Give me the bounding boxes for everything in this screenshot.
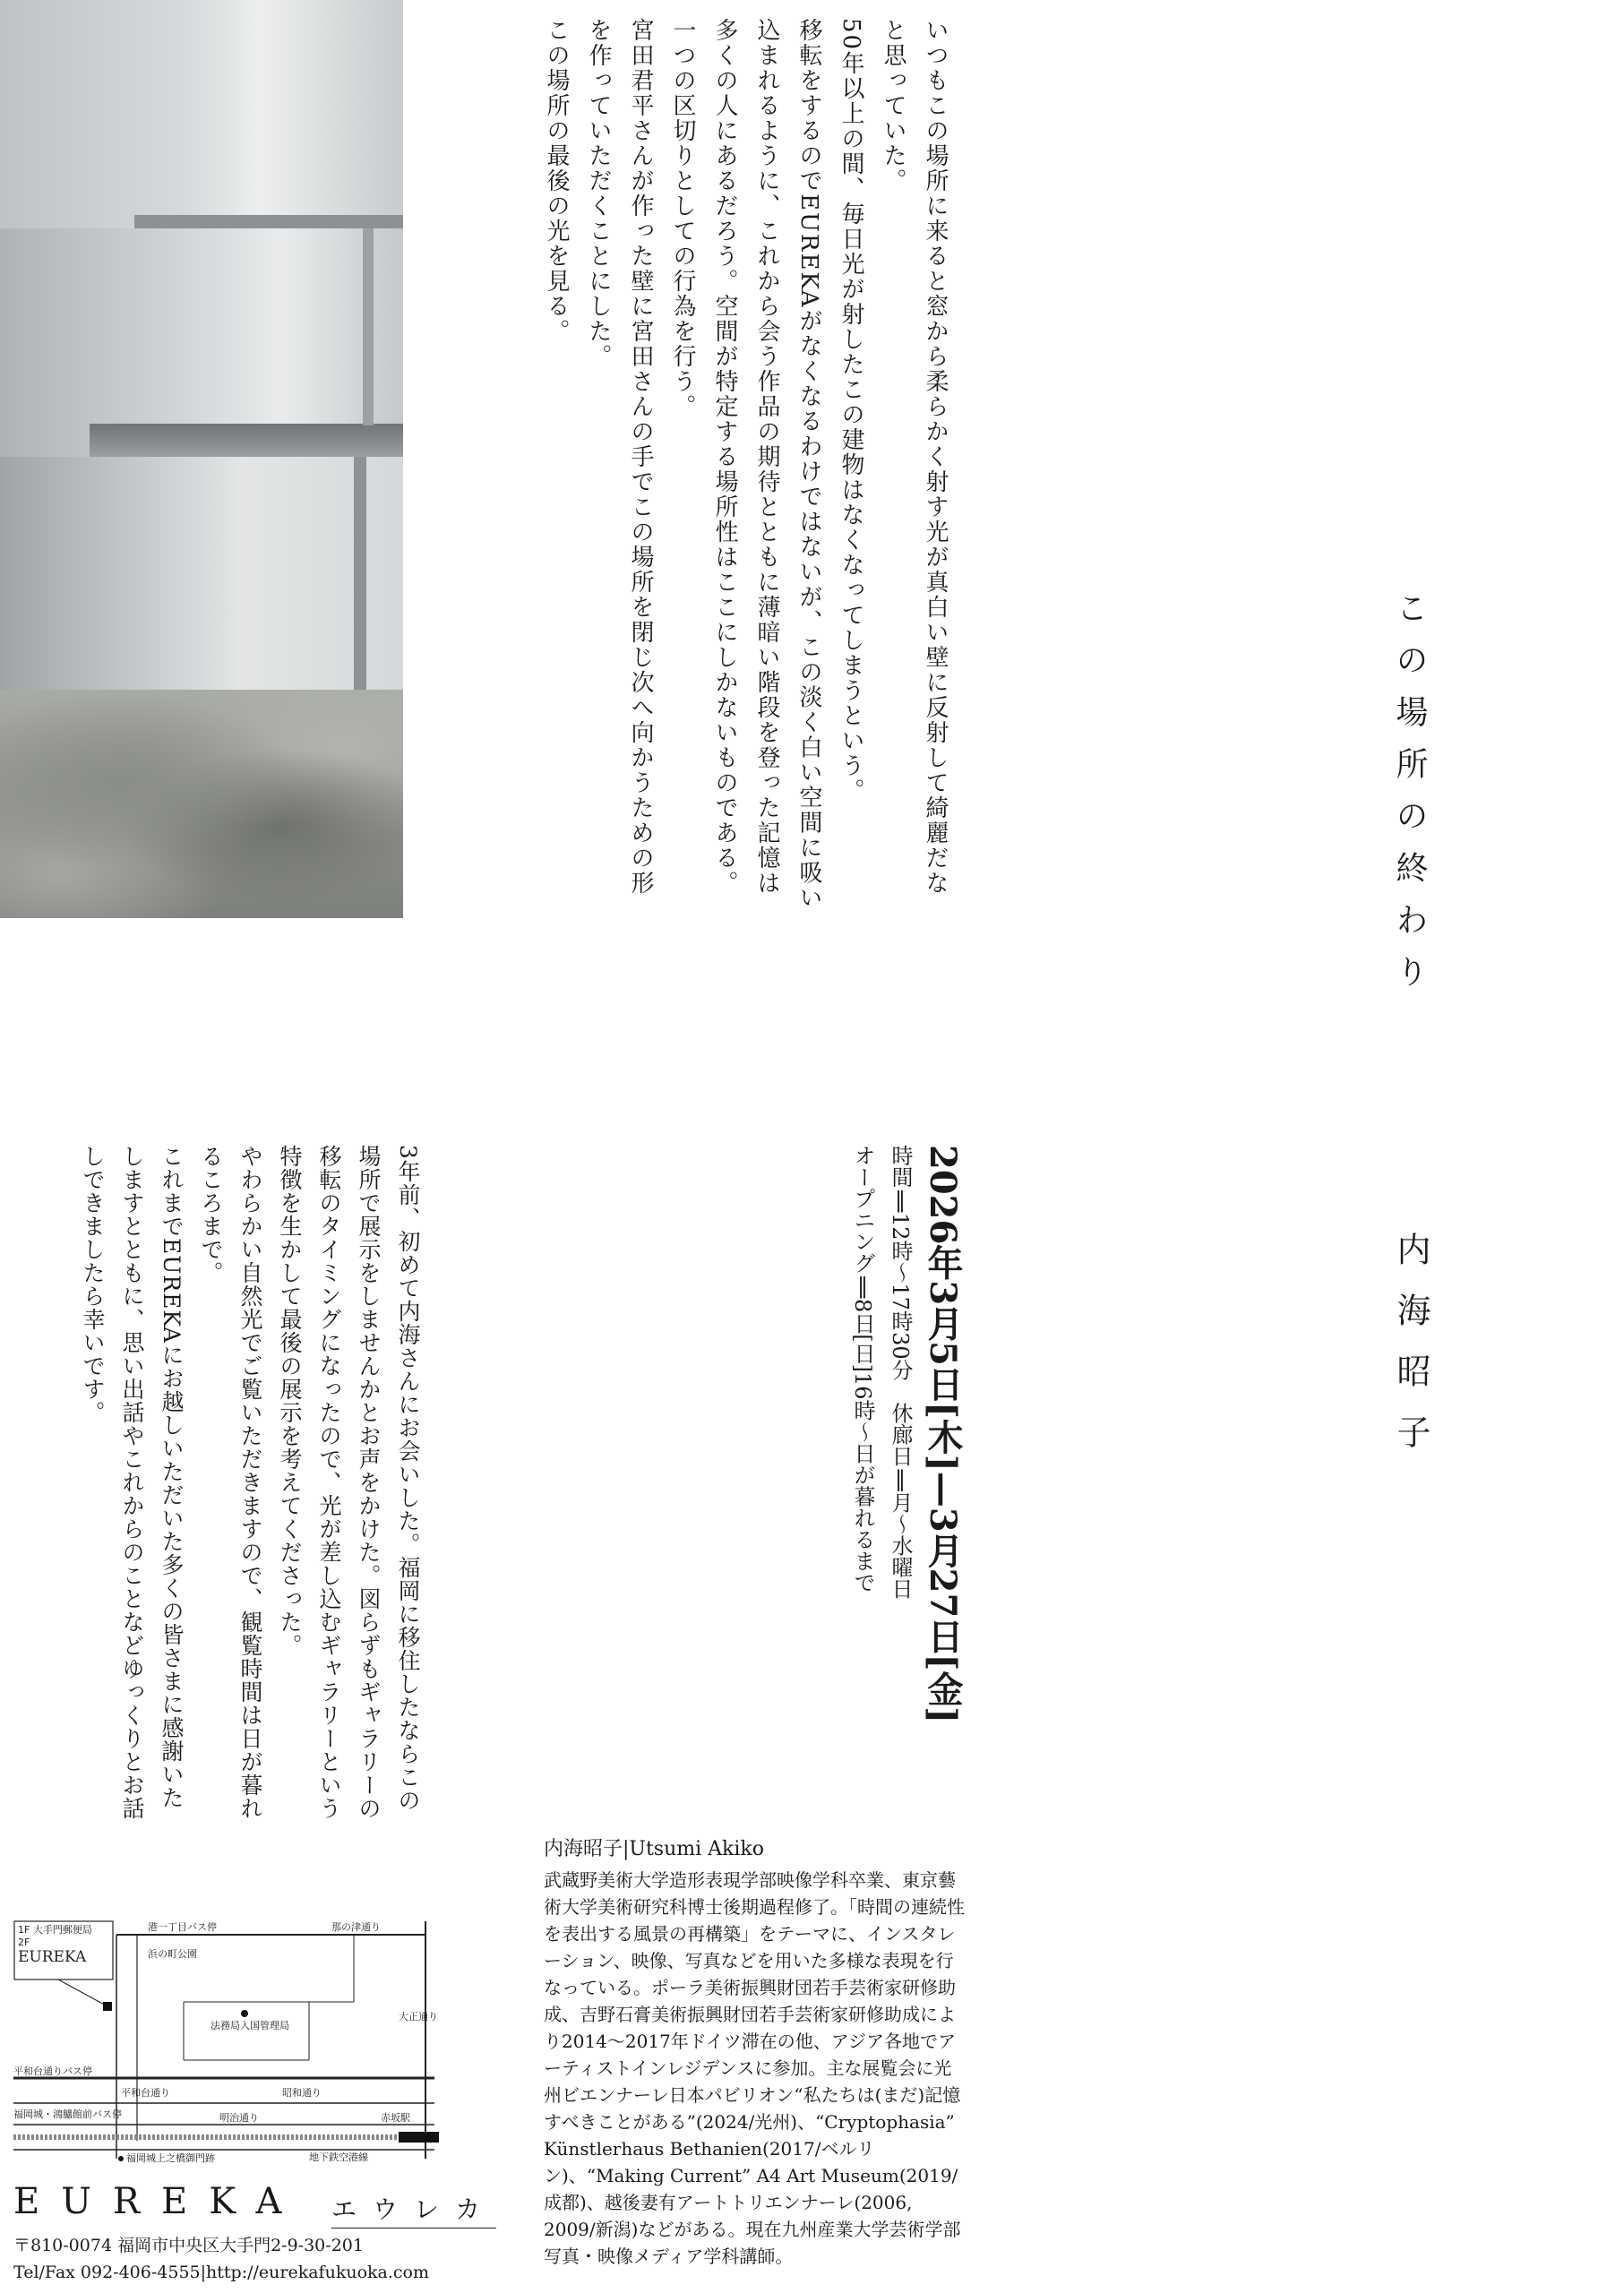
- map-label-akasaka: 赤坂駅: [381, 2112, 410, 2124]
- map-label-showa: 昭和通り: [282, 2087, 322, 2099]
- opening: オープニング‖8日[日]16時〜日が暮れるまで: [850, 1145, 875, 1593]
- akasaka-station-marker: [399, 2132, 439, 2143]
- essay2-line: しますとともに、思い出話やこれからのことなどゆっくりとお話: [119, 1145, 145, 1820]
- essay-line: を作っていただくことにした。: [585, 18, 612, 369]
- contact: Tel/Fax 092-406-4555|http://eurekafukuoka.com: [13, 2263, 429, 2282]
- map-label-bus-minato: 港一丁目バス停: [148, 1921, 217, 1933]
- hours: 時間‖12時〜17時30分 休廊日‖月〜水曜日: [888, 1145, 913, 1600]
- houmukyoku-marker: [241, 2010, 248, 2017]
- map-label-nanotsu: 那の津通り: [331, 1921, 381, 1933]
- address-block: [13, 2232, 429, 2286]
- map-label-hamanomachi: 浜の町公園: [148, 1948, 197, 1960]
- essay2-line: しできましたら幸いです。: [80, 1145, 106, 1424]
- photo-panel-2: [0, 228, 403, 457]
- exhibition-title: この場所の終わり: [1391, 591, 1428, 1007]
- exhibition-dates: [844, 1145, 966, 1727]
- essay2-line: 場所で展示をしませんかとお声をかけた。図らずもギャラリーの: [356, 1145, 382, 1820]
- map-label-taisho: 大正通り: [399, 2011, 438, 2022]
- map-label-heiwadai-bus: 平和台通りバス停: [13, 2065, 92, 2077]
- essay-line: 移転をするのでEUREKAがなくなるわけではないが、この淡く白い空間に吸い: [795, 18, 822, 911]
- essay2-line: これまでEUREKAにお越しいただいた多くの皆さまに感謝いた: [159, 1145, 185, 1810]
- access-map: [13, 1917, 439, 2163]
- essay-line: この場所の最後の光を見る。: [543, 18, 570, 344]
- essay-line: と思っていた。: [880, 18, 907, 193]
- essay2-line: 特徴を生かして最後の展示を考えてくださった。: [277, 1145, 303, 1657]
- map-legend-eureka: EUREKA: [18, 1948, 87, 1966]
- artist-bio: [544, 1836, 965, 2270]
- map-label-korokan-bus: 福岡城・鴻臚館前バス停: [13, 2108, 122, 2120]
- period: 2026年3月5日[木]—3月27日[金]: [922, 1145, 964, 1724]
- artist-name: 内海昭子: [1391, 1232, 1431, 1475]
- essay-line: 50年以上の間、毎日光が射したこの建物はなくなってしまうという。: [838, 18, 864, 804]
- essay-line: 込まれるように、これから会う作品の期待とともに薄暗い階段を登った記憶は: [753, 18, 780, 896]
- map-label-houmukyoku: 法務局入国管理局: [211, 2020, 289, 2031]
- essay-line: 多くの人にあるだろう。空間が特定する場所性はここにしかないものである。: [711, 18, 738, 896]
- bio-text: 武蔵野美術大学造形表現学部映像学科卒業、東京藝術大学美術研究科博士後期過程修了。「時間の連続性を表出する風景の再構築」をテーマに、インスタレーション、映像、写真などを用いた多様な表現を行なっている。ポーラ美術振興財団若手芸術家研修助成、吉野石膏美術振興財団若手芸術家研修助成により2014〜2017年ドイツ滞在の他、アジア各地でアーティストインレジデンスに参加。主な展覧会に光州ビエンナーレ日本パビリオン“私たちは(まだ)記憶すべきことがある”(2024/光州)、“Cryptophasia” Künstlerhaus Bethanien(2017/ベルリン)、“Making Current” A4 Art Museum(2019/成都)、越後妻有アートトリエンナーレ(2006, 2009/新潟)などがある。現在九州産業大学芸術学部写真・映像メディア学科講師。: [544, 1869, 965, 2267]
- essay-line: いつもこの場所に来ると窓から柔らかく射す光が真白い壁に反射して綺麗だな: [922, 18, 949, 896]
- essay-top: [535, 18, 956, 914]
- essay-line: 一つの区切りとしての行為を行う。: [669, 18, 696, 419]
- essay2-line: 3年前、初めて内海さんにお会いした。福岡に移住したならこの: [395, 1145, 421, 1812]
- eureka-marker: [103, 2002, 112, 2011]
- eureka-logo: EUREKA: [13, 2181, 304, 2222]
- photo-panel-floor: [0, 690, 403, 918]
- gallery-photo: [0, 0, 403, 918]
- essay2-line: 移転のタイミングになったので、光が差し込むギャラリーという: [316, 1145, 342, 1820]
- bio-name: 内海昭子|Utsumi Akiko: [544, 1838, 764, 1860]
- map-label-kaminohashi: 福岡城上之橋御門跡: [126, 2152, 215, 2163]
- map-legend-1f: 1F 大手門郵便局: [18, 1924, 92, 1936]
- essay-bottom: [73, 1145, 427, 1852]
- map-label-meiji: 明治通り: [219, 2112, 259, 2124]
- photo-panel-1: [0, 0, 403, 228]
- essay-line: 宮田君平さんが作った壁に宮田さんの手でこの場所を閉じ次へ向かうための形: [627, 18, 654, 896]
- map-label-subway: 地下鉄空港線: [309, 2151, 368, 2163]
- essay2-line: るころまで。: [198, 1145, 224, 1284]
- photo-panel-3: [0, 457, 403, 690]
- map-legend-2f: 2F: [18, 1937, 30, 1948]
- address: 〒810-0074 福岡市中央区大手門2-9-30-201: [13, 2236, 364, 2255]
- essay2-line: やわらかい自然光でご覧いただきますので、観覧時間は日が暮れ: [237, 1145, 263, 1820]
- map-label-heiwadai-dori: 平和台通り: [121, 2087, 170, 2099]
- eureka-logo-kana: エウレカ: [331, 2190, 496, 2229]
